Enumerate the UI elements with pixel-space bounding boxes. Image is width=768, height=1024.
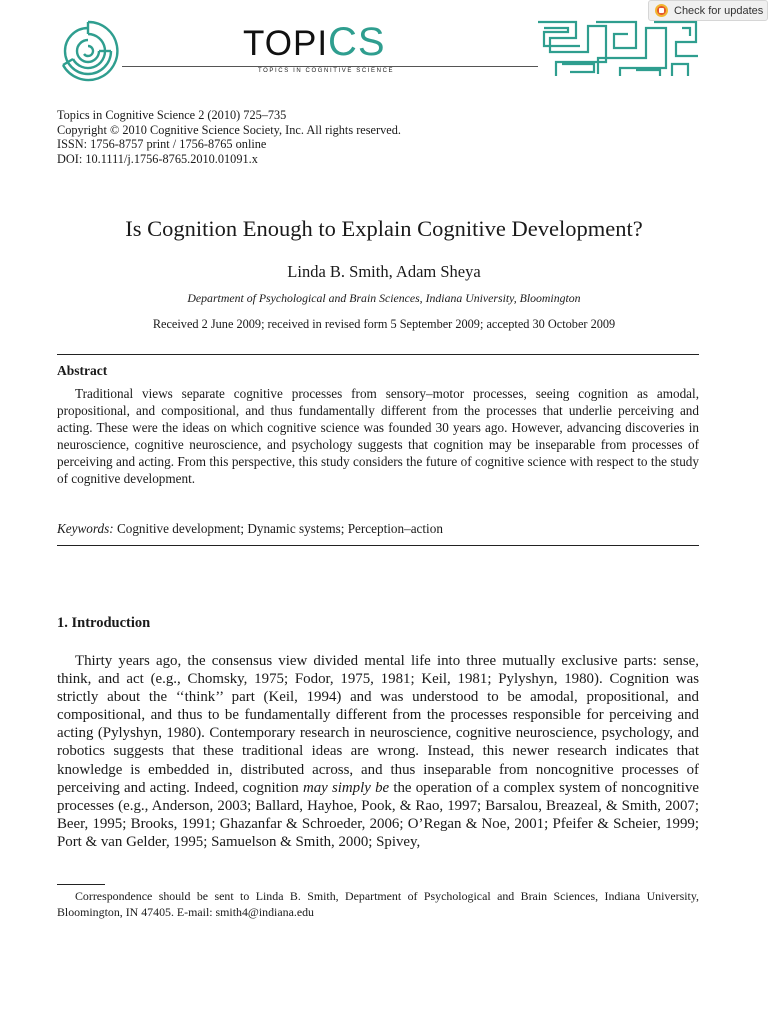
- header-rule: [122, 66, 538, 67]
- abstract-bottom-rule: [57, 545, 699, 546]
- footnote: Correspondence should be sent to Linda B. Smith, Department of Psychological and Brain Sciences, Indiana University, Bloomington, IN 47405. E-mail: smith4@indiana.edu: [57, 889, 699, 919]
- journal-maze-pattern-icon: [536, 18, 700, 80]
- journal-info: [57, 108, 401, 166]
- section-body-text: [57, 652, 699, 851]
- abstract-top-rule: [57, 354, 699, 355]
- body-text-part-2: the operation of a complex system of noncognitive processes (e.g., Anderson, 2003; Ballard, Hayhoe, Pook, & Rao, 1997; Barsalou, Breazeal, & Smith, 2007; Beer, 1995; Brooks, 1991; Ghazanfar & Schroeder, 2006; O’Regan & Noe, 2001; Pfeifer & Scheier, 1999; Port & van Gelder, 1995; Samuelson & Smith, 2000; Spivey,: [57, 779, 699, 850]
- paper-affiliation: Department of Psychological and Brain Sciences, Indiana University, Bloomington: [187, 291, 581, 305]
- journal-doi[interactable]: DOI: 10.1111/j.1756-8765.2010.01091.x: [57, 151, 258, 166]
- journal-logo: [243, 18, 386, 66]
- abstract-heading: Abstract: [57, 363, 108, 378]
- journal-issn: ISSN: 1756-8757 print / 1756-8765 online: [57, 137, 267, 151]
- journal-maze-logo-icon: [55, 18, 121, 84]
- abstract-text: Traditional views separate cognitive processes from sensory–motor processes, seeing cognition as amodal, propositional, and compositional, and thus fundamentally different from the processes that underlie perceiving and acting. These were the ideas on which cognitive science was founded 30 years ago. However, advancing discoveries in neuroscience, cognitive neuroscience, and psychology suggests that cognition may be inseparable from processes of perceiving and acting. From this perspective, this study considers the future of cognitive science with respect to the study of cognitive development.: [57, 386, 699, 487]
- paper-authors: Linda B. Smith, Adam Sheya: [287, 262, 481, 281]
- logo-subtitle: TOPICS IN COGNITIVE SCIENCE: [258, 68, 395, 74]
- check-for-updates-button[interactable]: [648, 0, 768, 21]
- journal-copyright: Copyright © 2010 Cognitive Science Society, Inc. All rights reserved.: [57, 122, 401, 137]
- body-text-part-1: Thirty years ago, the consensus view divided mental life into three mutually exclusive parts: sense, think, and act (e.g., Chomsky, 1975; Fodor, 1975, 1981; Keil, 1981; Pylyshyn, 1980). Cognition was strictly about the ‘‘think’’ part (Keil, 1994) and was understood to be amodal, propositional, and compositional, and thus to be fundamentally different from the processes responsible for perceiving and acting (Pylyshyn, 1980). Contemporary research in neuroscience, cognitive neuroscience, psychology, and robotics suggests that these traditional ideas are wrong. Instead, this newer research indicates that knowledge is embedded in, distributed across, and thus inseparable from noncognitive processes of perceiving and acting. Indeed, cognition: [57, 653, 699, 796]
- paper-title: Is Cognition Enough to Explain Cognitive Development?: [125, 216, 643, 241]
- journal-citation: Topics in Cognitive Science 2 (2010) 725–735: [57, 108, 287, 122]
- body-text-emphasis: may simply be: [302, 779, 390, 796]
- logo-main-text: TOPI: [243, 24, 329, 63]
- received-dates: Received 2 June 2009; received in revised form 5 September 2009; accepted 30 October 2009: [152, 317, 616, 331]
- footnote-rule: [57, 884, 105, 885]
- crossmark-icon: [655, 4, 668, 17]
- keywords-text: Cognitive development; Dynamic systems; Perception–action: [113, 521, 443, 536]
- section-heading: 1. Introduction: [57, 615, 151, 631]
- keywords-label: Keywords:: [57, 521, 114, 536]
- logo-accent-text: CS: [328, 20, 386, 64]
- keywords: [57, 521, 443, 537]
- check-for-updates-label: Check for updates: [674, 4, 764, 17]
